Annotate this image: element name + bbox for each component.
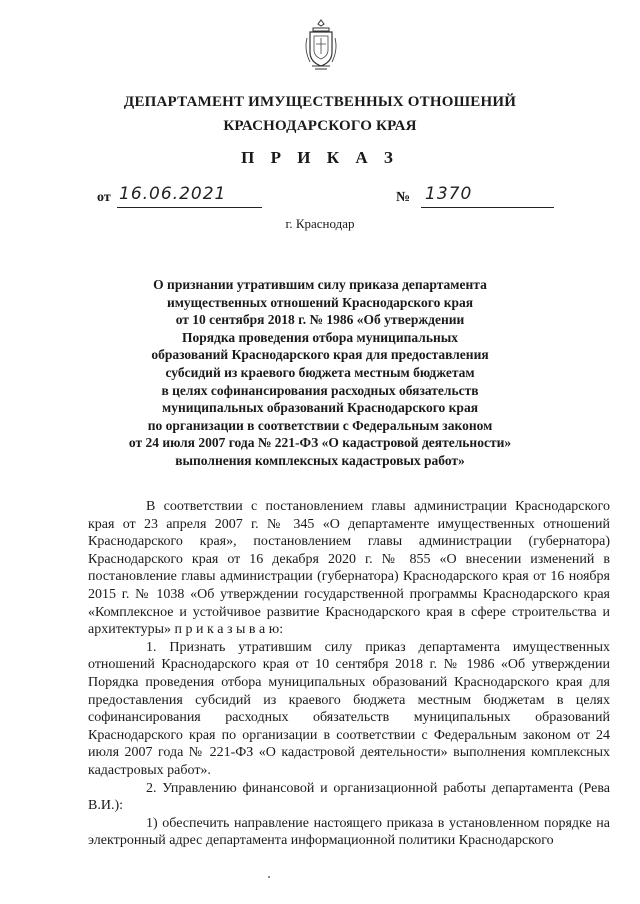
body-paragraph: 1) обеспечить направление настоящего приказа в установленном порядке на электронный адрес департамента информационной политики Краснодарского [88, 815, 610, 849]
date-label: от [97, 190, 111, 205]
date-value: 16.06.2021 [119, 184, 227, 204]
number-label: № [396, 190, 411, 205]
title-line: в целях софинансирования расходных обязательств [161, 382, 479, 398]
document-title [90, 276, 550, 470]
organization-name-line2: КРАСНОДАРСКОГО КРАЯ [223, 118, 417, 134]
organization-name-line1: ДЕПАРТАМЕНТ ИМУЩЕСТВЕННЫХ ОТНОШЕНИЙ [123, 94, 517, 110]
title-line: от 24 июля 2007 года № 221-ФЗ «О кадастровой деятельности» [128, 435, 512, 451]
number-underline [421, 207, 554, 208]
title-line: муниципальных образований Краснодарского края [162, 400, 478, 416]
document-body [88, 498, 610, 850]
body-paragraph: В соответствии с постановлением главы администрации Краснодарского края от 23 апреля 2007 г. № 345 «О департаменте имущественных отношений Краснодарского края», постановлением главы администрации (губернатора) Краснодарского края от 16 декабря 2020 г. № 855 «О внесении изменений в постановление главы администрации (губернатора) Краснодарского края от 16 ноября 2015 г. № 1038 «Об утверждении государственной программы Краснодарского края «Комплексное и устойчивое развитие Краснодарского края в сфере строительства и архитектуры» п р и к а з ы в а ю: [88, 499, 610, 638]
coat-of-arms-icon [303, 18, 339, 74]
body-paragraph: 2. Управлению финансовой и организационной работы департамента (Рева В.И.): [88, 780, 610, 814]
title-line: О признании утратившим силу приказа департамента [153, 277, 487, 292]
title-line: субсидий из краевого бюджета местным бюджетам [165, 364, 475, 380]
scan-speck [268, 876, 270, 878]
title-line: от 10 сентября 2018 г. № 1986 «Об утверждении [175, 312, 465, 328]
title-line: выполнения комплексных кадастровых работ» [175, 452, 465, 468]
title-line: по организации в соответствии с Федеральным законом [147, 417, 493, 433]
city: г. Краснодар [285, 216, 355, 231]
number-value: 1370 [425, 184, 473, 204]
body-paragraph: 1. Признать утратившим силу приказ департамента имущественных отношений Краснодарского края от 10 сентября 2018 г. № 1986 «Об утверждении Порядка проведения отбора муниципальных образований Краснодарского края для предоставления субсидий из краевого бюджета местным бюджетам в целях софинансирования расходных обязательств муниципальных образований Краснодарского края по организации в соответствии с Федеральным законом от 24 июля 2007 года № 221-ФЗ «О кадастровой деятельности» выполнения комплексных кадастровых работ». [88, 639, 610, 778]
document-type: П Р И К А З [241, 148, 399, 167]
title-line: имущественных отношений Краснодарского края [166, 294, 474, 310]
date-underline [117, 207, 262, 208]
title-line: Порядка проведения отбора муниципальных [181, 329, 459, 345]
title-line: образований Краснодарского края для предоставления [151, 347, 489, 363]
